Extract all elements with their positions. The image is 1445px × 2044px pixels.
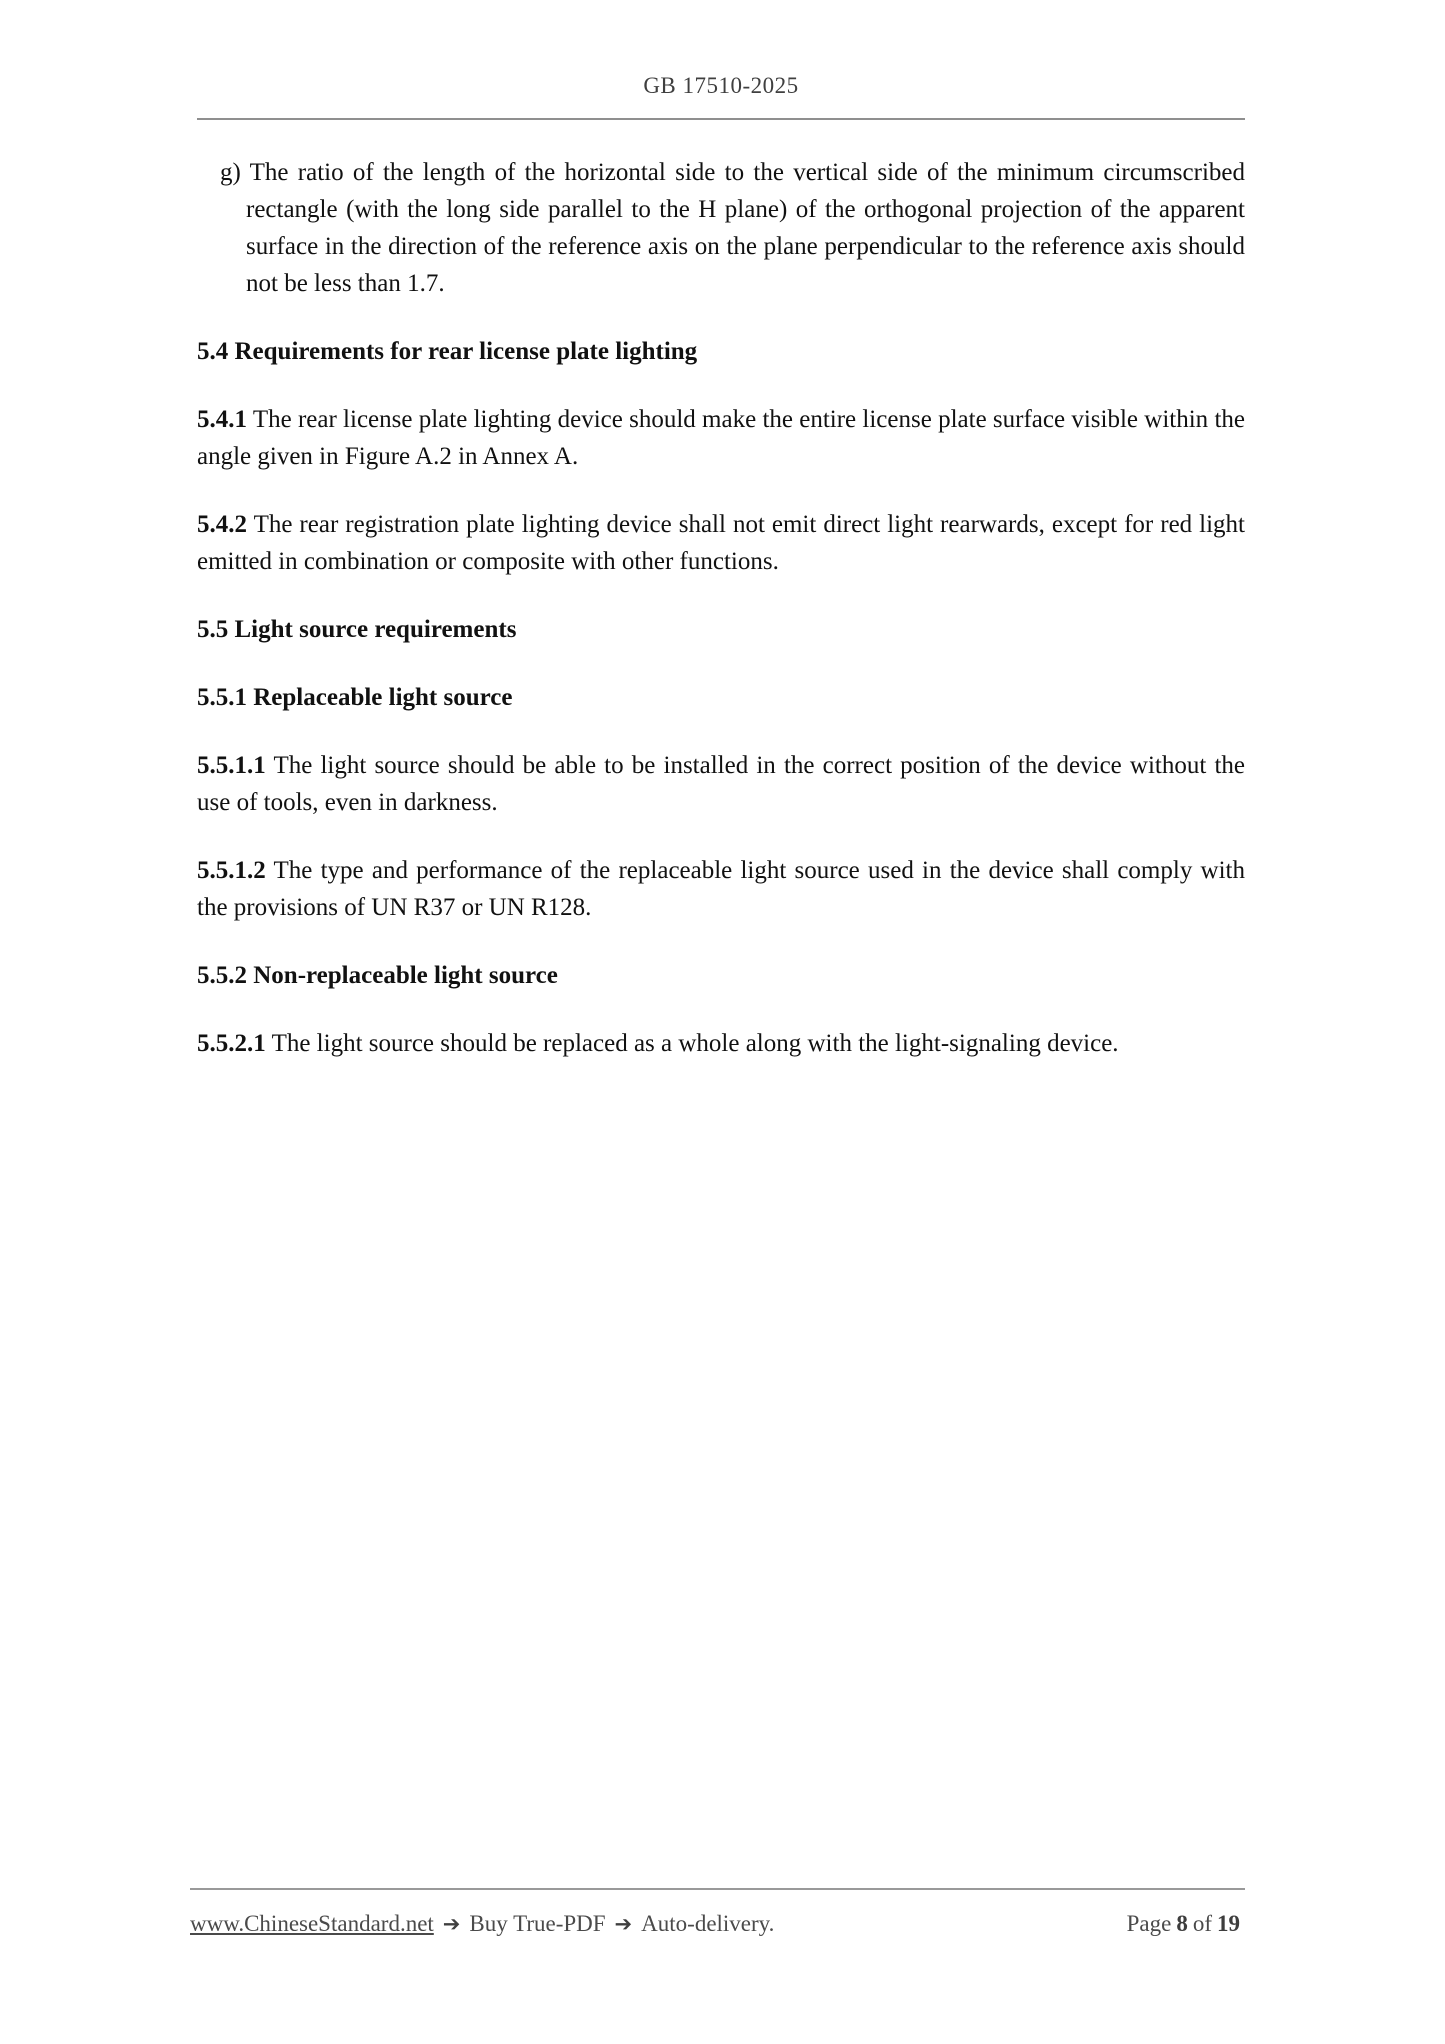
- page-number-total: 19: [1217, 1911, 1240, 1936]
- section-heading-text: 5.5.1 Replaceable light source: [197, 684, 513, 711]
- section-heading-5-5-1: [197, 679, 1245, 716]
- clause-paragraph-5-5-1-1: [197, 747, 1245, 821]
- page-footer: [190, 1888, 1245, 1938]
- website-link[interactable]: www.ChineseStandard.net: [190, 1911, 434, 1936]
- clause-text: The light source should be replaced as a whole along with the light-signaling device.: [271, 1030, 1119, 1057]
- document-body: [197, 120, 1245, 1062]
- page-indicator: [1127, 1910, 1245, 1938]
- clause-number: 5.5.1.2: [197, 857, 266, 884]
- clause-number: 5.5.1.1: [197, 752, 266, 779]
- footer-step-delivery: Auto-delivery.: [641, 1911, 775, 1936]
- arrow-right-icon: ➔: [614, 1912, 633, 1936]
- clause-number: 5.4.2: [197, 511, 247, 538]
- clause-text: The rear license plate lighting device should make the entire license plate surface visible within the angle given in Figure A.2 in Annex A.: [197, 406, 1245, 470]
- list-item-text: The ratio of the length of the horizontal side to the vertical side of the minimum circumscribed rectangle (with the long side parallel to the H plane) of the orthogonal projection of the apparent surface in the direction of the reference axis on the plane perpendicular to the reference axis should not be less than 1.7.: [246, 159, 1245, 297]
- section-heading-text: 5.4 Requirements for rear license plate lighting: [197, 338, 698, 365]
- list-item-g: [220, 154, 1245, 302]
- section-heading-text: 5.5.2 Non-replaceable light source: [197, 962, 558, 989]
- list-marker: g): [220, 159, 241, 186]
- clause-number: 5.5.2.1: [197, 1030, 266, 1057]
- footer-source-line: [190, 1910, 774, 1938]
- clause-text: The light source should be able to be installed in the correct position of the device without the use of tools, even in darkness.: [197, 752, 1245, 816]
- section-heading-5-5-2: [197, 957, 1245, 994]
- page-header: [197, 0, 1245, 120]
- of-label: of: [1192, 1911, 1212, 1936]
- page-label: Page: [1126, 1911, 1172, 1936]
- clause-paragraph-5-5-2-1: [197, 1025, 1245, 1062]
- section-heading-5-4: [197, 333, 1245, 370]
- section-heading-5-5: [197, 611, 1245, 648]
- section-heading-text: 5.5 Light source requirements: [197, 616, 517, 643]
- clause-paragraph-5-4-2: [197, 506, 1245, 580]
- footer-step-buy: Buy True-PDF: [469, 1911, 606, 1936]
- clause-number: 5.4.1: [197, 406, 247, 433]
- clause-text: The rear registration plate lighting device shall not emit direct light rearwards, except for red light emitted in combination or composite with other functions.: [197, 511, 1245, 575]
- clause-paragraph-5-4-1: [197, 401, 1245, 475]
- arrow-right-icon: ➔: [442, 1912, 461, 1936]
- doc-code-title: GB 17510-2025: [643, 73, 799, 98]
- clause-paragraph-5-5-1-2: [197, 852, 1245, 926]
- page-number-current: 8: [1176, 1911, 1188, 1936]
- clause-text: The type and performance of the replaceable light source used in the device shall comply with the provisions of UN R37 or UN R128.: [197, 857, 1245, 921]
